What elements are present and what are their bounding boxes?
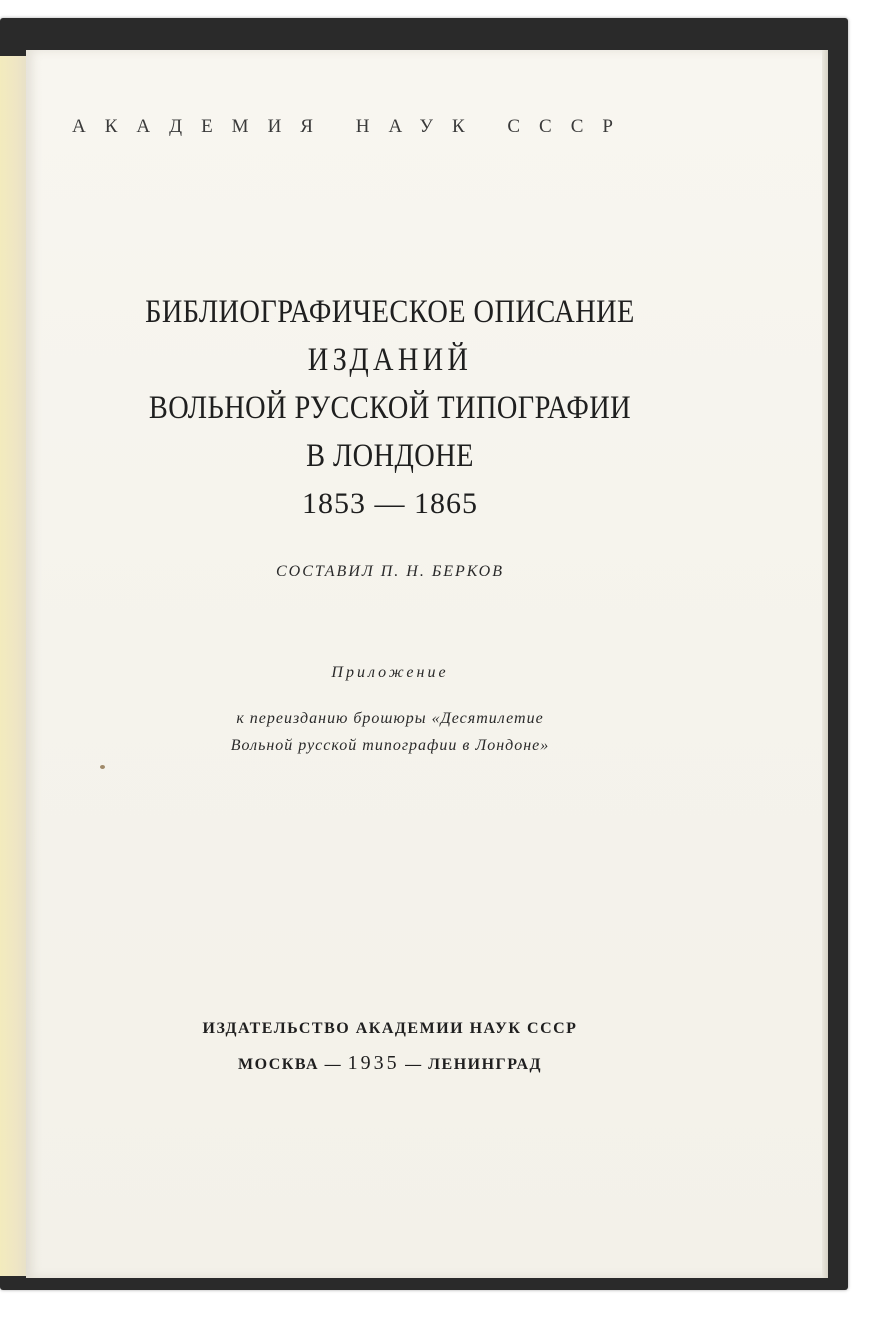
book-title: [70, 288, 710, 528]
appendix-line-1: к переизданию брошюры «Десятилетие: [236, 710, 544, 727]
publisher-name: ИЗДАТЕЛЬСТВО АКАДЕМИИ НАУК СССР: [202, 1020, 578, 1037]
title-years: 1853 — 1865: [302, 487, 478, 520]
imprint-city-left: МОСКВА —: [237, 1056, 343, 1073]
appendix-heading: Приложение: [331, 664, 449, 681]
title-line-3: ВОЛЬНОЙ РУССКОЙ ТИПОГРАФИИ: [148, 390, 632, 426]
title-line-1: БИБЛИОГРАФИЧЕСКОЕ ОПИСАНИЕ: [145, 294, 635, 330]
title-line-4: В ЛОНДОНЕ: [306, 438, 474, 474]
page-edge: [822, 50, 828, 1278]
imprint-year: 1935: [347, 1052, 400, 1074]
publisher-imprint: [70, 1052, 710, 1075]
imprint-city-right: — ЛЕНИНГРАД: [405, 1056, 543, 1073]
appendix-description: [70, 705, 710, 759]
compiler-credit: СОСТАВИЛ П. Н. БЕРКОВ: [275, 563, 505, 580]
facing-page-strip: [0, 56, 26, 1276]
paper-speck: [100, 765, 105, 769]
appendix-line-2: Вольной русской типографии в Лондоне»: [230, 737, 550, 754]
academy-header: АКАДЕМИЯ НАУК СССР: [72, 116, 632, 137]
title-line-2: ИЗДАНИЙ: [307, 342, 473, 378]
